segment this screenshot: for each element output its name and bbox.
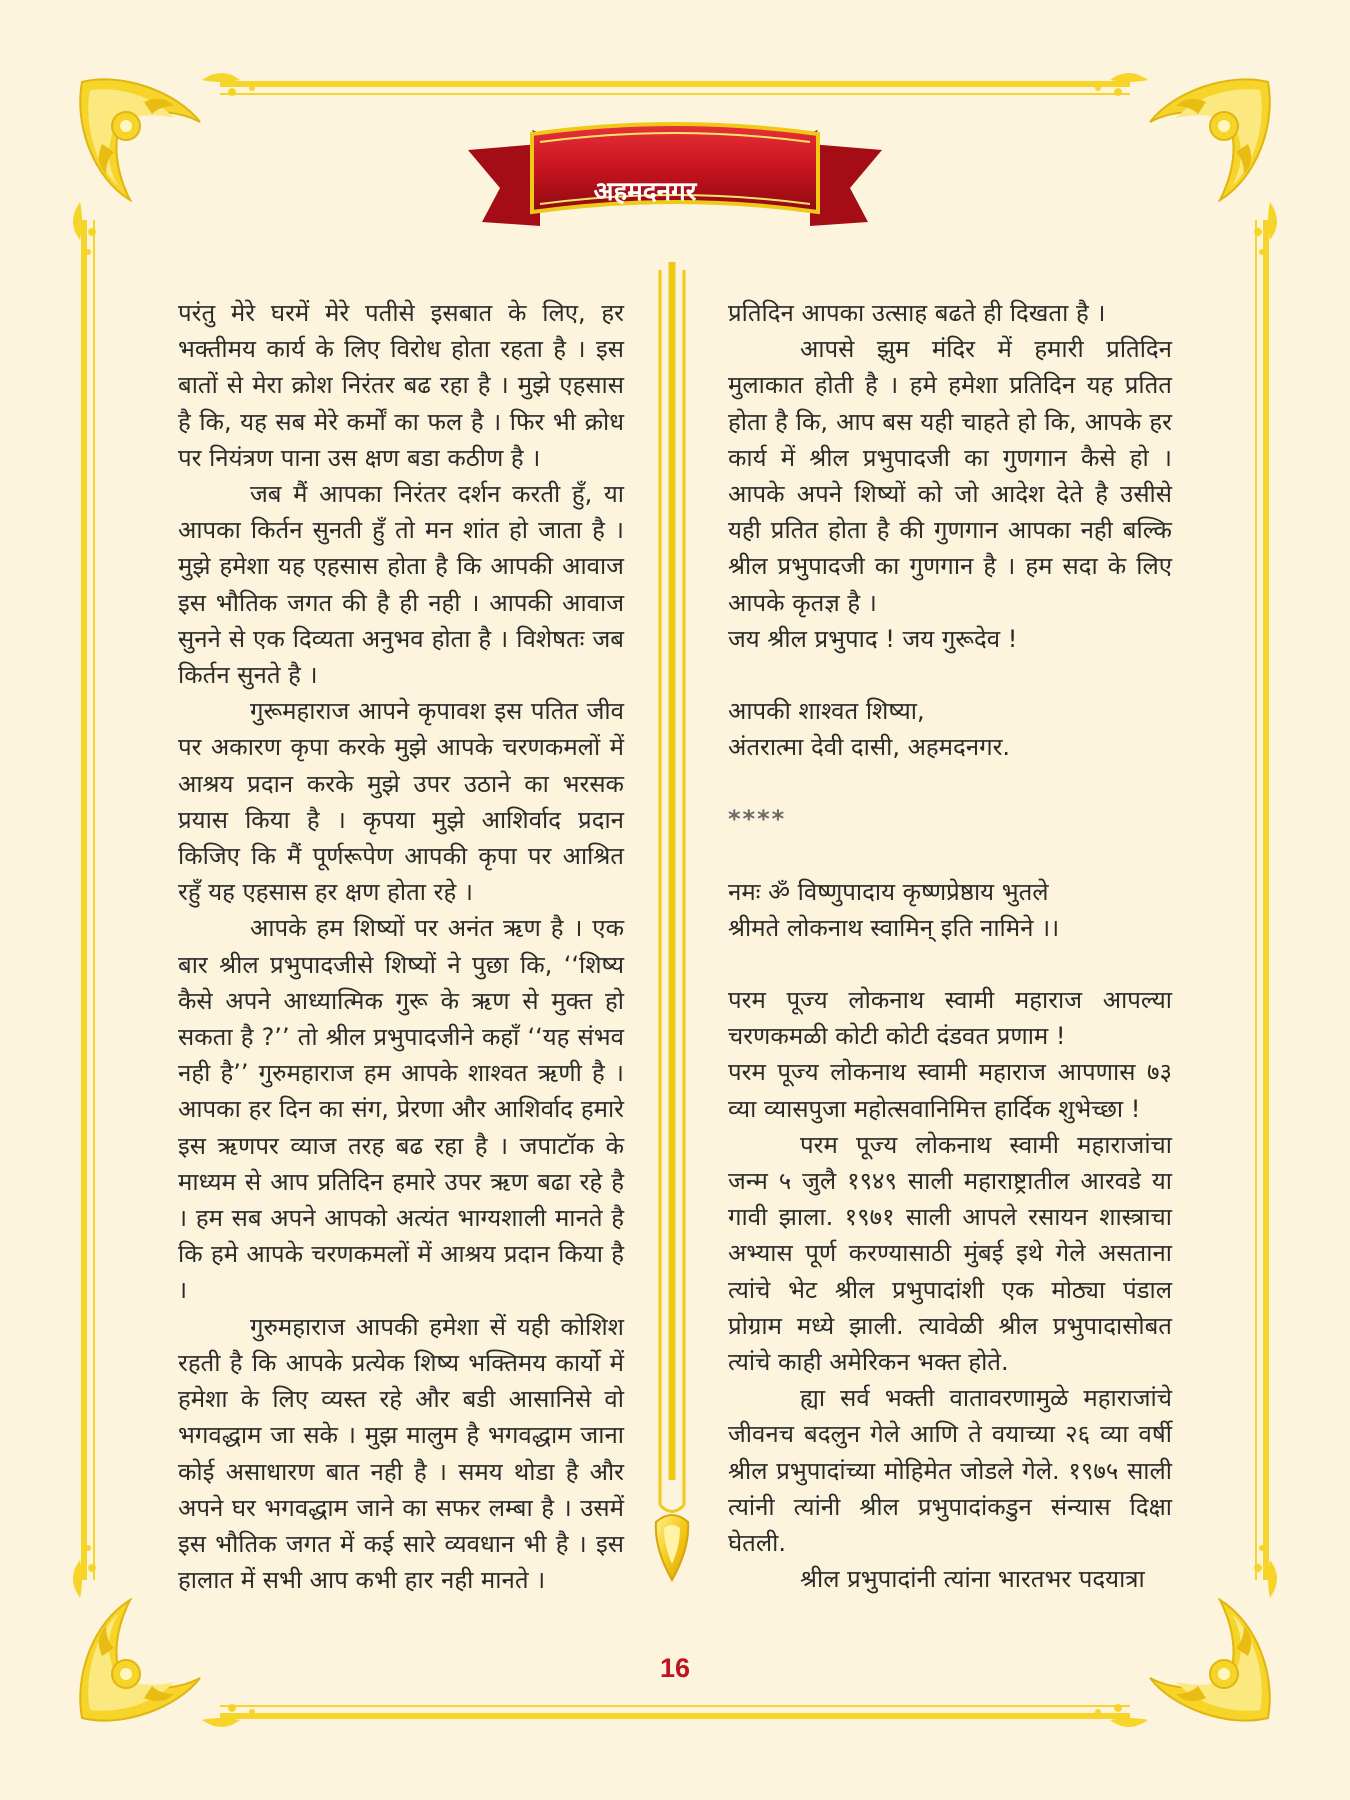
paragraph: आपसे झुम मंदिर में हमारी प्रतिदिन मुलाकात होती है । हमे हमेशा प्रतिदिन यह प्रतित होता है कि, आप बस यही चाहते हो कि, आपके हर कार्य में श्रील प्रभुपादजी का गुणगान कैसे हो । आपके अपने शिष्यों को जो आदेश देते है उसीसे यही प्रतित होता है की गुणगान आपका नही बल्कि श्रील प्रभुपादजी का गुणगान है । हम सदा के लिए आपके कृतज्ञ है । [728, 335, 1172, 617]
paragraph: ह्या सर्व भक्ती वातावरणामुळे महाराजांचे जीवनच बदलुन गेले आणि ते वयाच्या २६ व्या वर्षी श्रील प्रभुपादांच्या मोहिमेत जोडले गेले. १९७५ साली त्यांनी त्यांनी श्रील प्रभुपादांकडुन संन्यास दिक्षा घेतली. [728, 1384, 1172, 1558]
paragraph: परम पूज्य लोकनाथ स्वामी महाराजांचा जन्म ५ जुलै १९४९ साली महाराष्ट्रातील आरवडे या गावी झाला. १९७१ साली आपले रसायन शास्त्राचा अभ्यास पूर्ण करण्यासाठी मुंबई इथे गेले असताना त्यांचे भेट श्रील प्रभुपादांशी एक मोठ्या पंडाल प्रोग्राम मध्ये झाली. त्यावेळी श्रील प्रभुपादासोबत त्यांचे काही अमेरिकन भक्त होते. [728, 1130, 1172, 1377]
paragraph: गुरुमहाराज आपकी हमेशा सें यही कोशिश रहती है कि आपके प्रत्येक शिष्य भक्तिमय कार्यो में हमेशा के लिए व्यस्त रहे और बडी आसानिसे वो भगवद्धाम जा सके । मुझ मालुम है भगवद्धाम जाना कोई असाधारण बात नही है । समय थोडा है और अपने घर भगवद्धाम जाने का सफर लम्बा है । उसमें इस भौतिक जगत में कई सारे व्यवधान भी है । इस हालात में सभी आप कभी हार नही मानते । [178, 1312, 624, 1595]
right-column [728, 295, 1172, 1598]
section-separator: **** [728, 805, 787, 834]
signature-line: अंतरात्मा देवी दासी, अहमदनगर. [728, 733, 1011, 762]
left-column [178, 295, 624, 1598]
paragraph: प्रतिदिन आपका उत्साह बढते ही दिखता है । [728, 299, 1106, 327]
mantra-line: नमः ॐ विष्णुपादाय कृष्णप्रेष्ठाय भुतले [728, 877, 1049, 906]
paragraph: गुरूमहाराज आपने कृपावश इस पतित जीव पर अकारण कृपा करके मुझे आपके चरणकमलों में आश्रय प्रदान करके मुझे उपर उठाने का भरसक प्रयास किया है । कृपया मुझे आशिर्वाद प्रदान किजिए कि मैं पूर्णरूपेण आपकी कृपा पर आश्रित रहुँ यह एहसास हर क्षण होता रहे । [178, 697, 624, 907]
banner-title: अहमदनगर [593, 177, 697, 207]
paragraph: परम पूज्य लोकनाथ स्वामी महाराज आपणास ७३ व्या व्यासपुजा महोत्सवानिमित्त हार्दिक शुभेच्छा ! [728, 1058, 1172, 1123]
signature-line: आपकी शाश्वत शिष्या, [728, 697, 925, 726]
page-number: 16 [659, 1653, 691, 1683]
closing-line: जय श्रील प्रभुपाद ! जय गुरूदेव ! [728, 624, 1018, 653]
mantra-line: श्रीमते लोकनाथ स्वामिन् इति नामिने ।। [728, 913, 1060, 942]
paragraph: आपके हम शिष्यों पर अनंत ऋण है । एक बार श्रील प्रभुपादजीसे शिष्यों ने पुछा कि, ‘‘शिष्य कैसे अपने आध्यात्मिक गुरू के ऋण से मुक्त हो सकता है ?’’ तो श्रील प्रभुपादजीने कहाँ ‘‘यह संभव नही है’’ गुरुमहाराज हम आपके शाश्वत ऋणी है । आपका हर दिन का संग, प्रेरणा और आशिर्वाद हमारे इस ऋणपर व्याज तरह बढ रहा है । जपाटॉक के माध्यम से आप प्रतिदिन हमारे उपर ऋण बढा रहे है । हम सब अपने आपको अत्यंत भाग्यशाली मानते है कि हमे आपके चरणकमलों में आश्रय प्रदान किया है । [178, 914, 624, 1305]
paragraph: जब मैं आपका निरंतर दर्शन करती हुँ, या आपका किर्तन सुनती हुँ तो मन शांत हो जाता है । मुझे हमेशा यह एहसास होता है कि आपकी आवाज इस भौतिक जगत की है ही नही । आपकी आवाज सुनने से एक दिव्यता अनुभव होता है । विशेषतः जब किर्तन सुनते है । [178, 480, 624, 690]
paragraph: श्रील प्रभुपादांनी त्यांना भारतभर पदयात्रा [800, 1565, 1145, 1594]
paragraph: परंतु मेरे घरमें मेरे पतीसे इसबात के लिए, हर भक्तीमय कार्य के लिए विरोध होता रहता है । इस बातों से मेरा क्रोश निरंतर बढ रहा है । मुझे एहसास है कि, यह सब मेरे कर्मों का फल है । फिर भी क्रोध पर नियंत्रण पाना उस क्षण बडा कठीण है । [178, 299, 624, 472]
paragraph: परम पूज्य लोकनाथ स्वामी महाराज आपल्या चरणकमळी कोटी कोटी दंडवत प्रणाम ! [728, 986, 1172, 1051]
